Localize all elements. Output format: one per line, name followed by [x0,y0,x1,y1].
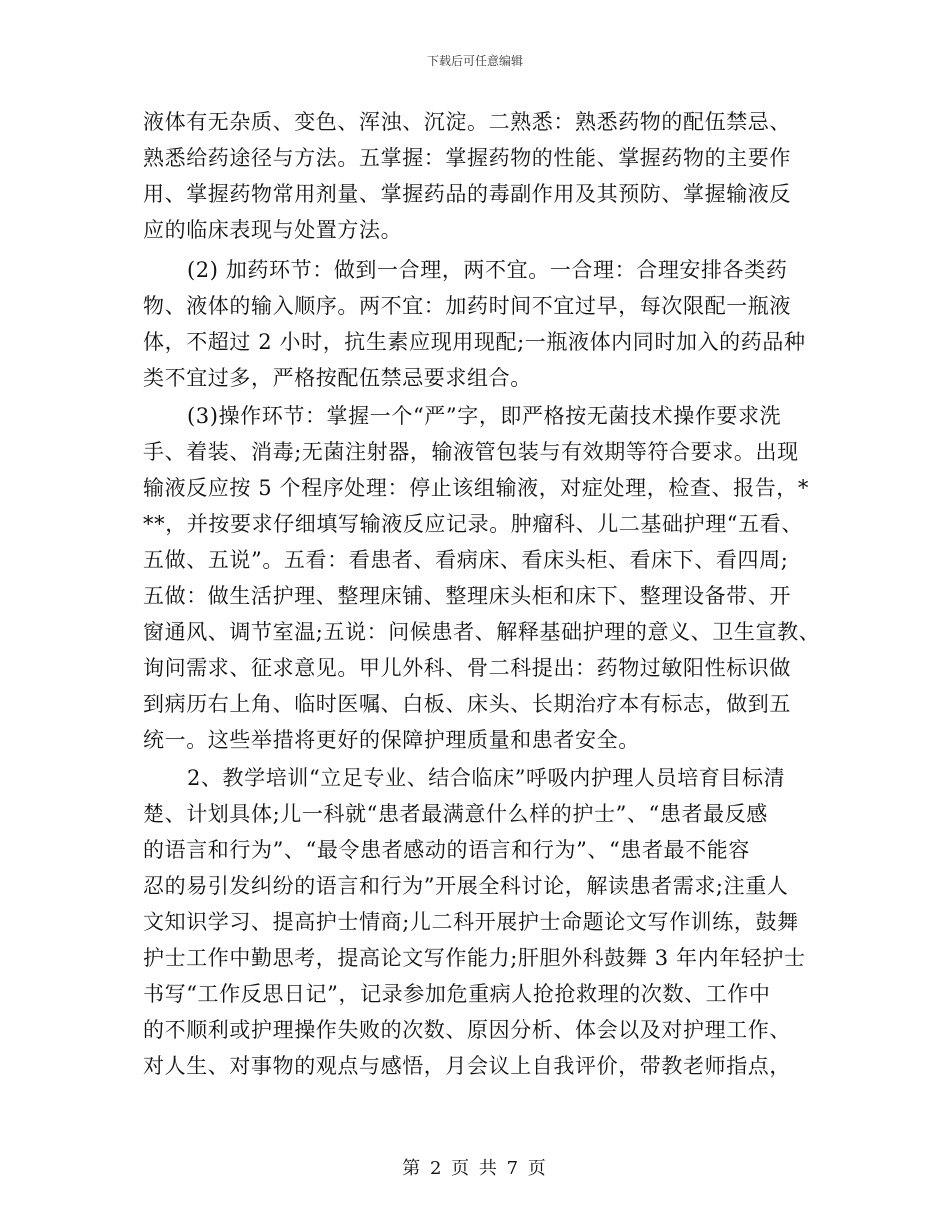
body-line: 体，不超过 2 小时，抗生素应现用现配;一瓶液体内同时加入的药品种 [143,330,806,354]
body-line: 文知识学习、提高护士情商;儿二科开展护士命题论文写作训练，鼓舞 [143,910,799,934]
body-line: 书写“工作反思日记”，记录参加危重病人抢抢救理的次数、工作中 [143,982,771,1006]
body-line: 用、掌握药物常用剂量、掌握药品的毒副作用及其预防、掌握输液反 [143,182,791,206]
body-line: 手、着装、消毒;无菌注射器，输液管包装与有效期等符合要求。出现 [143,440,799,464]
body-line: 楚、计划具体;儿一科就“患者最满意什么样的护士”、“患者最反感 [143,802,768,826]
body-line: **，并按要求仔细填写输液反应记录。肿瘤科、儿二基础护理“五看、 [143,512,803,536]
body-line: 五做：做生活护理、整理床铺、整理床头柜和床下、整理设备带、开 [143,584,791,608]
body-line: 询问需求、征求意见。甲儿外科、骨二科提出：药物过敏阳性标识做 [143,656,791,680]
body-line: 忍的易引发纠纷的语言和行为”开展全科讨论，解读患者需求;注重人 [143,874,789,898]
body-line: 液体有无杂质、变色、浑浊、沉淀。二熟悉：熟悉药物的配伍禁忌、 [143,110,791,134]
body-line: 窗通风、调节室温;五说：问候患者、解释基础护理的意义、卫生宣教、 [143,620,821,644]
body-line: 物、液体的输入顺序。两不宜：加药时间不宜过早，每次限配一瓶液 [143,294,791,318]
body-line: 护士工作中勤思考，提高论文写作能力;肝胆外科鼓舞 3 年内年轻护士 [143,946,806,970]
body-line: 熟悉给药途径与方法。五掌握：掌握药物的性能、掌握药物的主要作 [143,146,791,170]
page-number: 第 2 页 共 7 页 [402,1158,548,1179]
body-line: (3)操作环节：掌握一个“严”字，即严格按无菌技术操作要求洗 [187,404,782,428]
body-line: (2) 加药环节：做到一合理，两不宜。一合理：合理安排各类药 [187,258,788,282]
body-line: 类不宜过多，严格按配伍禁忌要求组合。 [143,366,532,390]
page-header: 下载后可任意编辑 [426,54,523,68]
body-line: 的语言和行为”、“最令患者感动的语言和行为”、“患者最不能容 [143,838,750,862]
body-line: 到病历右上角、临时医嘱、白板、床头、长期治疗本有标志，做到五 [143,692,791,716]
body-line: 五做、五说”。五看：看患者、看病床、看床头柜、看床下、看四周; [143,548,789,572]
body-line: 应的临床表现与处置方法。 [143,218,403,242]
body-line: 的不顺利或护理操作失败的次数、原因分析、体会以及对护理工作、 [143,1018,791,1042]
body-line: 输液反应按 5 个程序处理：停止该组输液，对症处理，检查、报告，* [143,476,810,500]
body-line: 对人生、对事物的观点与感悟，月会议上自我评价，带教老师指点， [143,1054,791,1078]
body-line: 2、教学培训“立足专业、结合临床”呼吸内护理人员培育目标清 [187,766,786,790]
body-line: 统一。这些举措将更好的保障护理质量和患者安全。 [143,728,640,752]
